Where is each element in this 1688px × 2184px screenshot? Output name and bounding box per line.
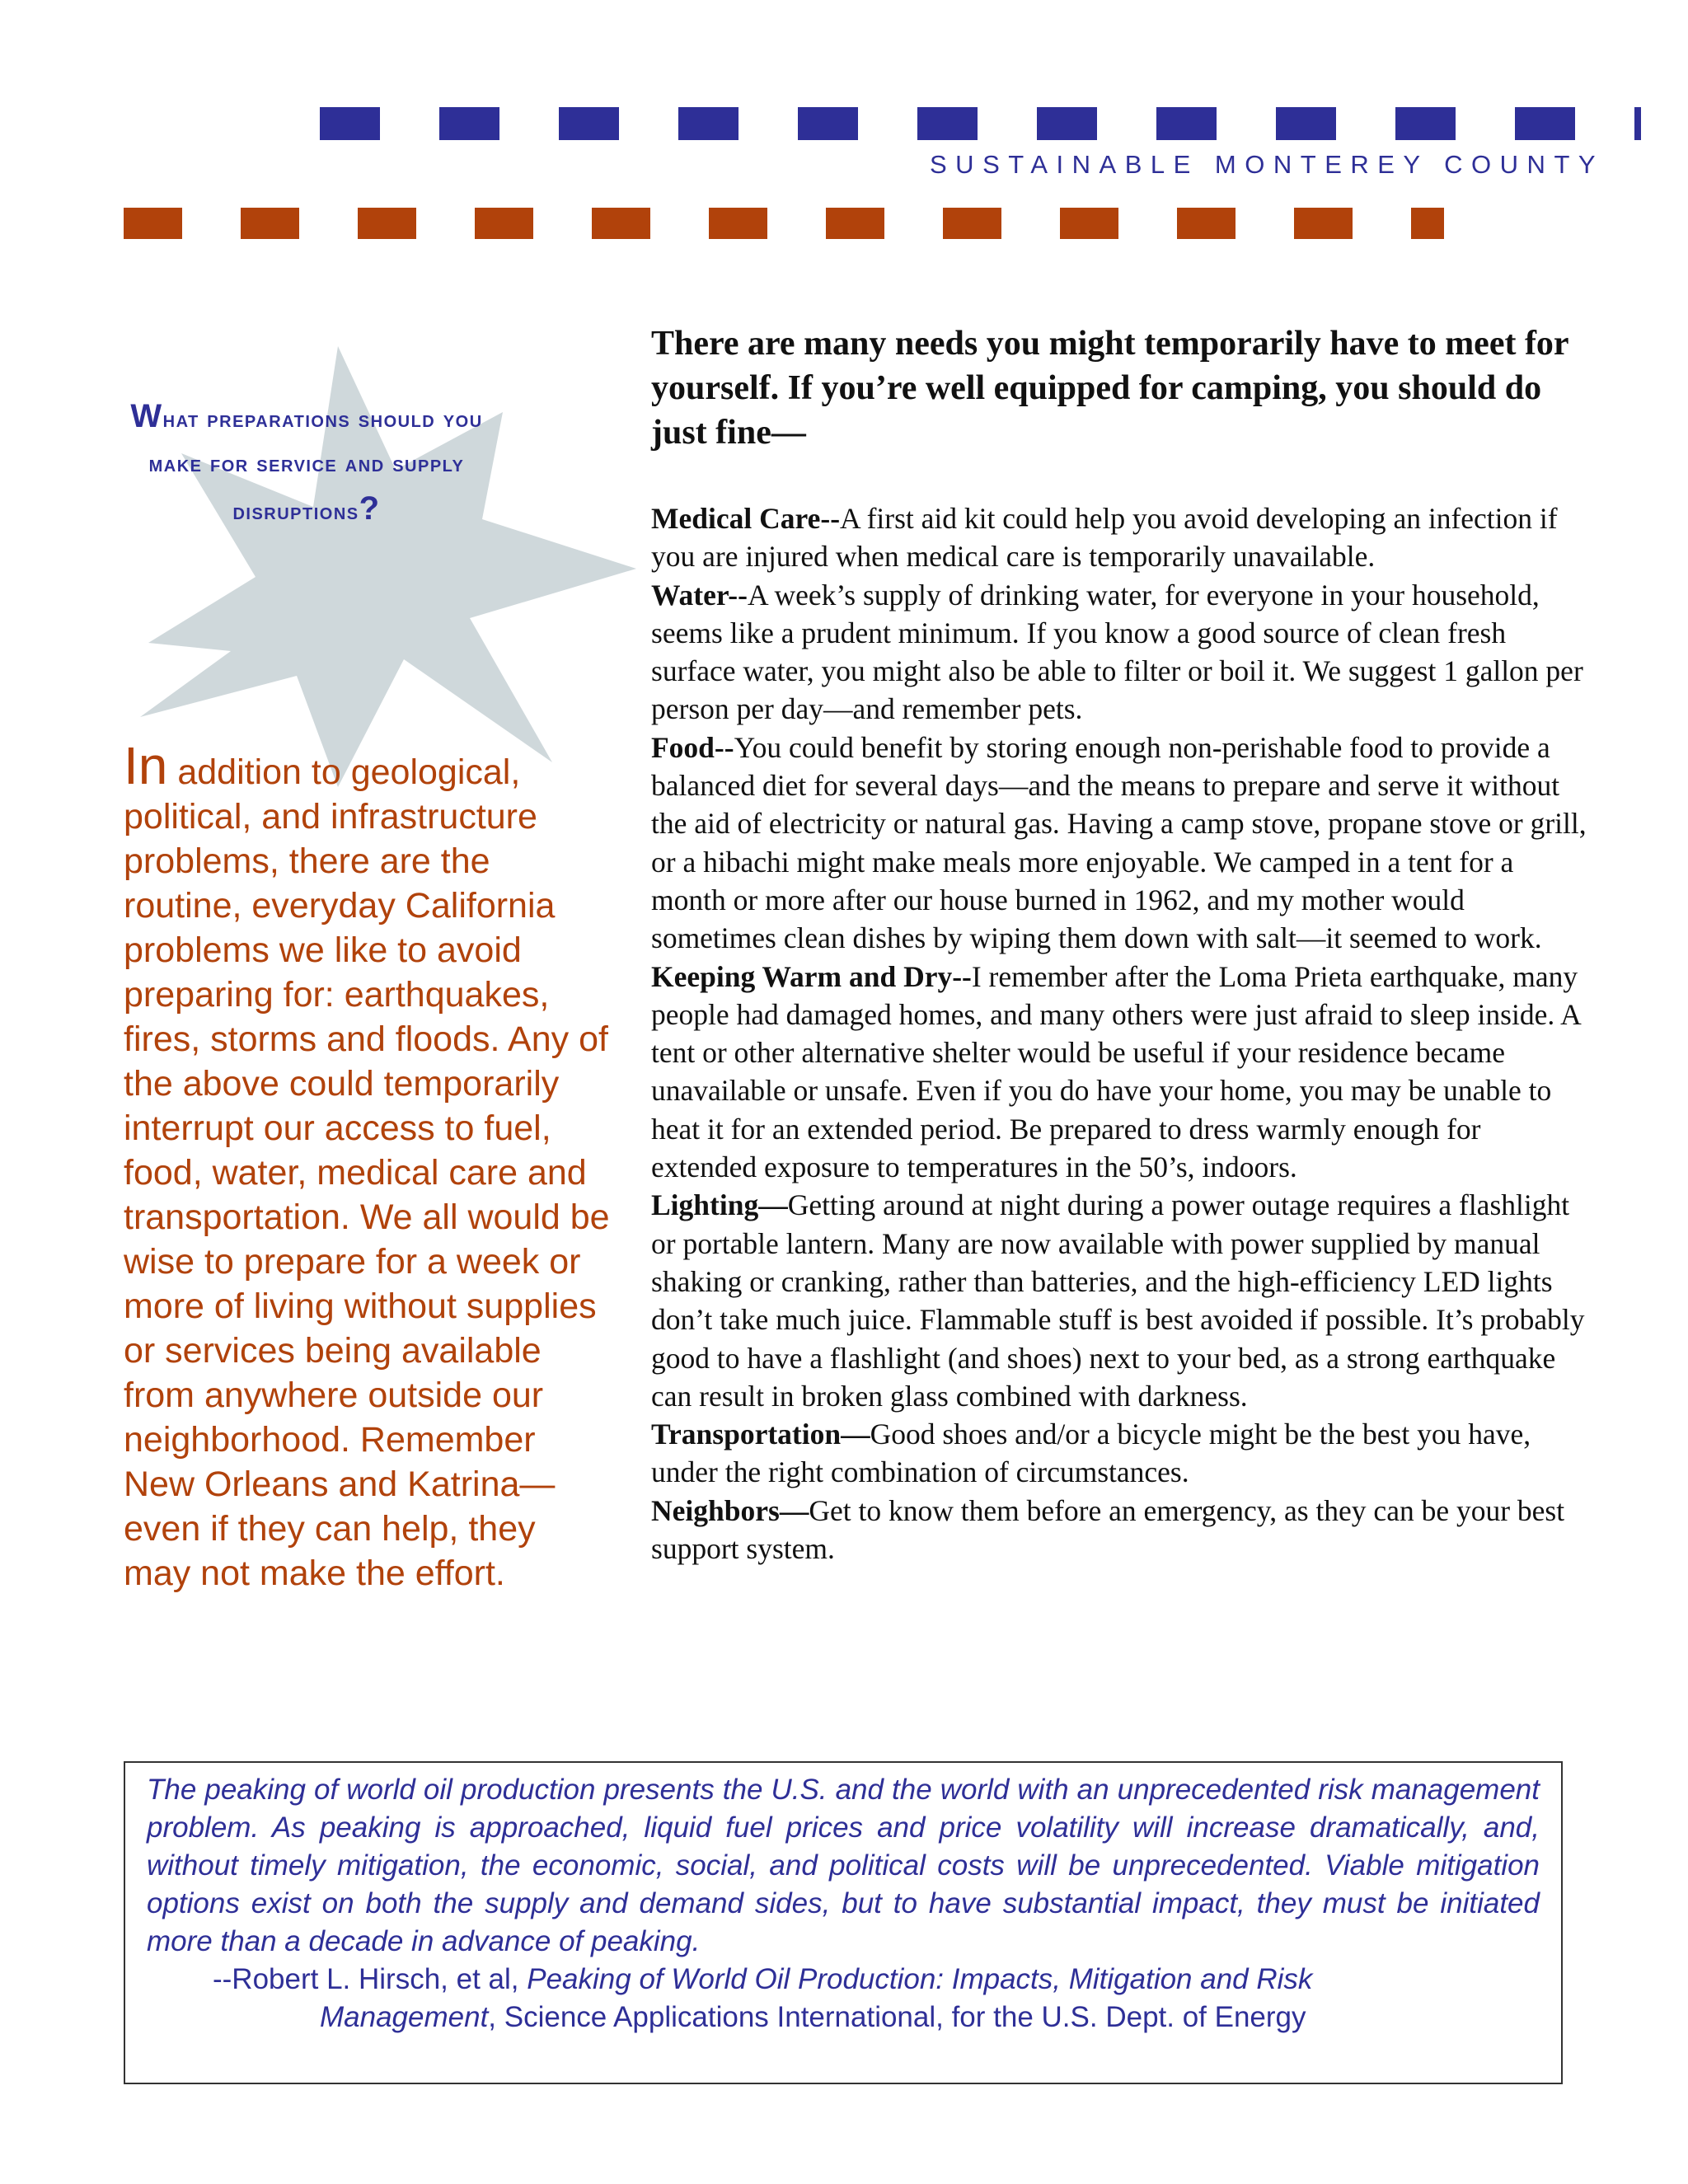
blue-square <box>798 107 858 140</box>
citation-title: Peaking of World Oil Production: Impacts, Mitigation and Risk <box>527 1963 1313 1995</box>
need-text: Get to know them before an emergency, as they can be your best support system. <box>651 1493 1565 1566</box>
need-title: Water-- <box>651 578 748 612</box>
orange-square <box>1060 208 1118 239</box>
orange-square <box>124 208 182 239</box>
need-title: Medical Care-- <box>651 502 841 535</box>
quote-citation-line1 <box>147 1961 1540 1999</box>
question-text: hat preparations should you make for service and supply disruptions <box>148 406 483 525</box>
sidebar-question <box>125 394 488 534</box>
need-item-warm-dry <box>651 958 1591 1187</box>
orange-square <box>475 208 533 239</box>
orange-square <box>709 208 767 239</box>
blue-square <box>1634 107 1641 140</box>
needs-list <box>651 499 1591 1568</box>
blue-square <box>1515 107 1575 140</box>
blue-square <box>439 107 499 140</box>
orange-square <box>358 208 416 239</box>
need-text: I remember after the Loma Prieta earthquake, many people had damaged homes, and many others were just afraid to sleep inside. A tent or other alternative shelter would be useful if your residence became unavailable or unsafe. Even if you do have your home, you may be unable to heat it for an extended period. Be prepared to dress warmly enough for extended exposure to temperatures in the 50’s, indoors. <box>651 959 1580 1184</box>
orange-square <box>826 208 884 239</box>
need-title: Lighting— <box>651 1188 788 1222</box>
blue-square <box>917 107 978 140</box>
blue-square <box>678 107 738 140</box>
sidebar-paragraph <box>124 736 610 1596</box>
need-item-water <box>651 576 1591 729</box>
blue-square <box>1156 107 1217 140</box>
sidebar-body: addition to geological, political, and infrastructure problems, there are the routine, everyday California problems we like to avoid preparing for: earthquakes, fires, storms and floods. Any of the above could temporarily interrupt our access to fuel, food, water, medical care and transportation. We all would be wise to prepare for a week or more of living without supplies or services being available from anywhere outside our neighborhood. Remember New Orleans and Katrina—even if they can help, they may not make the effort. <box>124 752 610 1593</box>
need-title: Neighbors— <box>651 1493 809 1527</box>
sidebar-dropcap: In <box>124 736 168 795</box>
need-text: Getting around at night during a power outage requires a flashlight or portable lantern. Many are now available with power supplied by manual shaking or cranking, rather than batteries, and the high-efficiency LED lights don’t take much juice. Flammable stuff is best avoided if possible. It’s probably good to have a flashlight (and shoes) next to your bed, as a strong earthquake can result in broken glass combined with darkness. <box>651 1188 1585 1413</box>
orange-square <box>241 208 299 239</box>
need-item-food <box>651 729 1591 958</box>
intro-heading: There are many needs you might temporarily have to meet for yourself. If you’re well equipped for camping, you should do just fine— <box>651 325 1568 452</box>
orange-square <box>1294 208 1353 239</box>
quote-box <box>124 1761 1563 2084</box>
citation-title-end: Management <box>320 2001 489 2033</box>
need-item-transportation <box>651 1415 1591 1492</box>
blue-square <box>1276 107 1336 140</box>
need-item-medical <box>651 499 1591 576</box>
header-blue-squares <box>320 107 1641 140</box>
orange-square <box>1411 208 1444 239</box>
blue-square <box>559 107 619 140</box>
header-orange-squares <box>124 208 1444 239</box>
orange-square <box>592 208 650 239</box>
need-title: Keeping Warm and Dry-- <box>651 959 972 993</box>
need-item-neighbors <box>651 1492 1591 1568</box>
orange-square <box>943 208 1001 239</box>
quote-text: The peaking of world oil production presents the U.S. and the world with an unprecedented risk management problem. As peaking is approached, liquid fuel prices and price volatility will increase dramatically, and, without timely mitigation, the economic, social, and political costs will be unprecedented. Viable mitigation options exist on both the supply and demand sides, but to have substantial impact, they must be initiated more than a decade in advance of peaking. <box>147 1774 1540 1957</box>
blue-square <box>320 107 380 140</box>
need-item-lighting <box>651 1186 1591 1415</box>
need-text: A week’s supply of drinking water, for everyone in your household, seems like a prudent minimum. If you know a good source of clean fresh surface water, you might also be able to filter or boil it. We suggest 1 gallon per person per day—and remember pets. <box>651 578 1583 726</box>
blue-square <box>1395 107 1456 140</box>
orange-square <box>1177 208 1236 239</box>
question-initial: W <box>130 398 163 434</box>
quote-citation-line2 <box>147 1999 1540 2036</box>
need-title: Food-- <box>651 730 734 764</box>
question-mark: ? <box>359 490 381 527</box>
need-text: A first aid kit could help you avoid developing an infection if you are injured when medical care is temporarily unavailable. <box>651 502 1558 574</box>
citation-author: --Robert L. Hirsch, et al, <box>213 1963 528 1995</box>
blue-square <box>1037 107 1097 140</box>
need-text: Good shoes and/or a bicycle might be the best you have, under the right combination of circumstances. <box>651 1418 1531 1489</box>
citation-publisher: , Science Applications International, for the U.S. Dept. of Energy <box>488 2001 1306 2033</box>
org-name: SUSTAINABLE MONTEREY COUNTY <box>930 150 1605 179</box>
need-text: You could benefit by storing enough non-perishable food to provide a balanced diet for several days—and the means to prepare and serve it without the aid of electricity or natural gas. Having a camp stove, propane stove or grill, or a hibachi might make meals more enjoyable. We camped in a tent for a month or more after our house burned in 1962, and my mother would sometimes clean dishes by wiping them down with salt—it seemed to work. <box>651 730 1587 955</box>
need-title: Transportation— <box>651 1418 870 1451</box>
